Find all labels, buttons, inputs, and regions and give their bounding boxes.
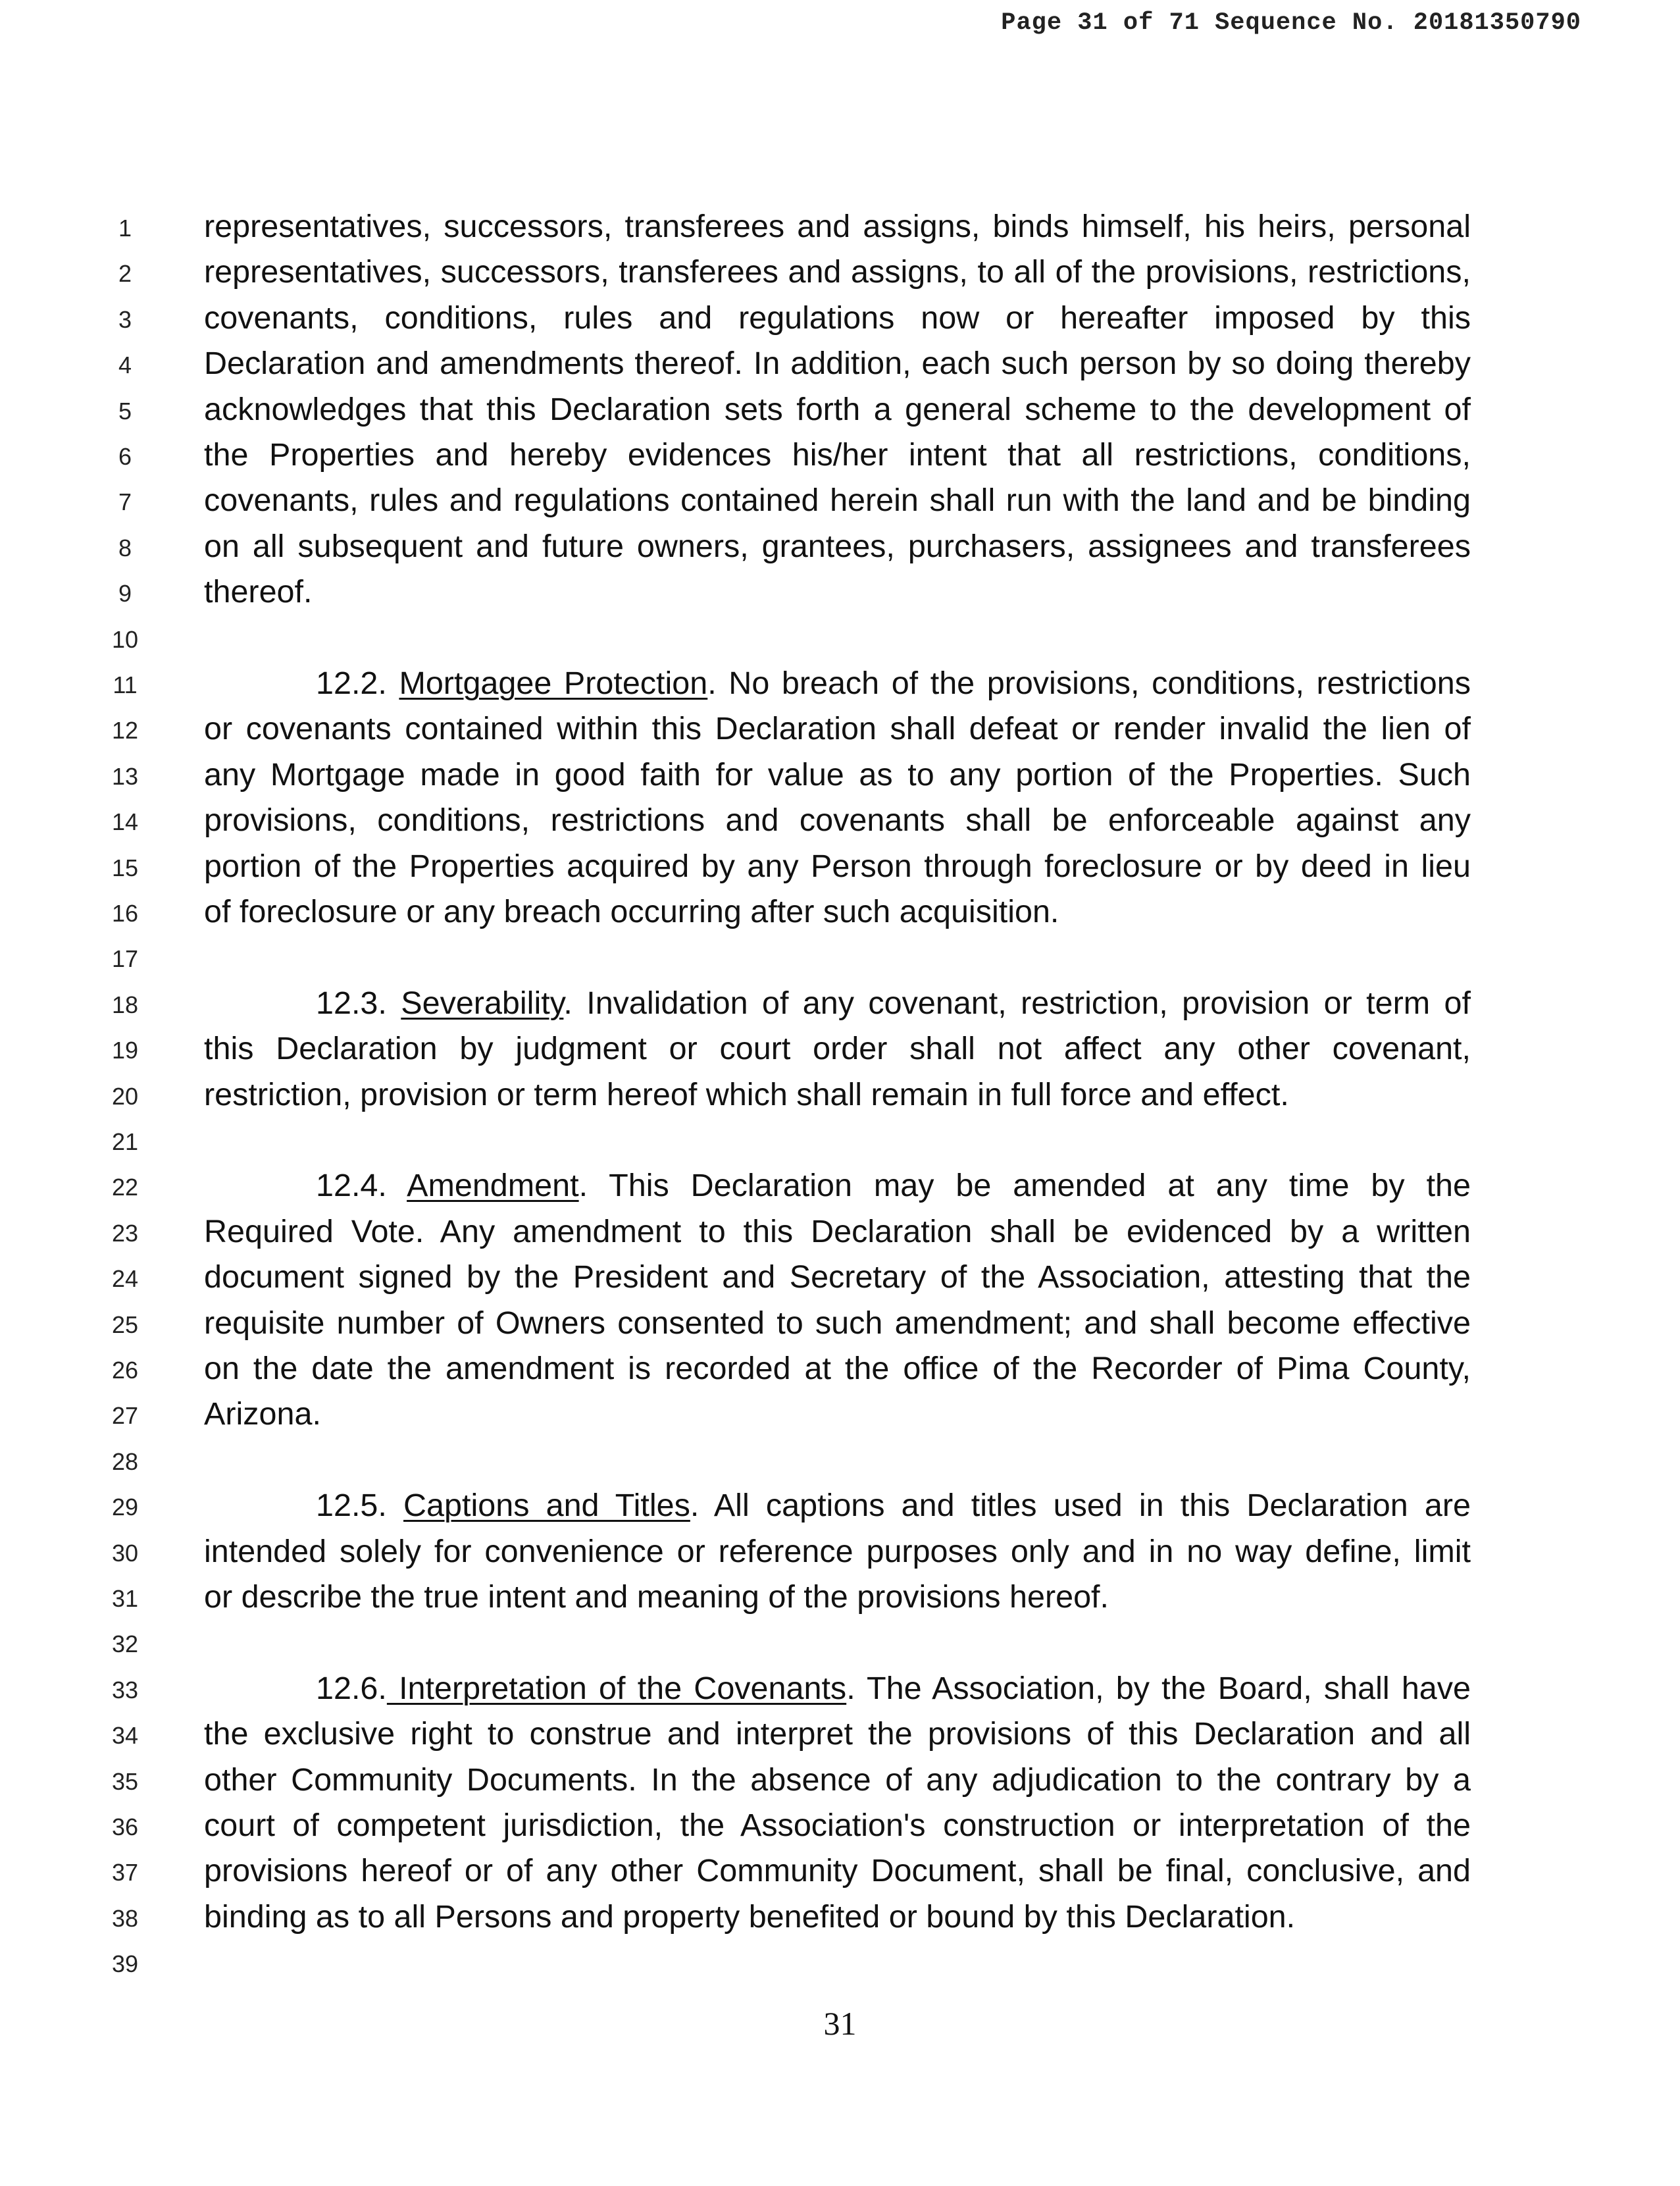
line-content: representatives, successors, transferees and assigns, binds himself, his heirs, personal	[204, 209, 1471, 244]
line-text	[204, 1394, 1471, 1434]
line-text	[204, 800, 1471, 840]
document-line	[0, 1393, 1680, 1438]
document-line	[0, 708, 1680, 752]
line-number: 20	[111, 1082, 139, 1110]
document-line	[0, 388, 1680, 433]
document-line	[0, 754, 1680, 798]
line-content: . All captions and titles used in this Declaration are	[690, 1488, 1471, 1524]
document-line	[0, 434, 1680, 479]
document-line	[0, 1850, 1680, 1894]
document-line	[0, 1074, 1680, 1118]
line-number: 27	[111, 1402, 139, 1430]
line-number: 28	[111, 1447, 139, 1475]
document-line	[0, 1302, 1680, 1347]
line-text	[204, 481, 1471, 520]
line-number: 15	[111, 854, 139, 881]
line-text	[204, 892, 1471, 931]
document-line	[0, 1256, 1680, 1301]
line-text	[204, 709, 1471, 748]
document-line	[0, 799, 1680, 844]
line-content: . Invalidation of any covenant, restriction, provision or term of	[563, 985, 1471, 1021]
line-text	[204, 1714, 1471, 1754]
document-line	[0, 1621, 1680, 1666]
line-text	[204, 1806, 1471, 1845]
line-content: this Declaration by judgment or court order shall not affect any other covenant,	[204, 1031, 1471, 1067]
line-number: 21	[111, 1128, 139, 1155]
line-content: document signed by the President and Secretary of the Association, attesting that the	[204, 1259, 1471, 1295]
line-content: requisite number of Owners consented to such amendment; and shall become effective	[204, 1305, 1471, 1341]
section-title: Amendment	[407, 1168, 579, 1204]
line-text	[204, 207, 1471, 246]
line-text	[204, 1303, 1471, 1343]
line-text	[204, 1851, 1471, 1890]
line-number: 29	[111, 1494, 139, 1521]
document-line	[0, 1439, 1680, 1484]
document-line	[0, 1759, 1680, 1804]
line-content: or covenants contained within this Declaration shall defeat or render invalid the lien of	[204, 711, 1471, 747]
line-number: 1	[118, 215, 132, 242]
page-number-footer: 31	[823, 2005, 857, 2042]
line-number: 32	[111, 1630, 139, 1658]
line-text	[204, 572, 1471, 612]
document-line	[0, 571, 1680, 615]
line-content: portion of the Properties acquired by any Person through foreclosure or by deed in lieu	[204, 848, 1471, 884]
document-line	[0, 297, 1680, 342]
line-text	[204, 1897, 1471, 1937]
line-text	[204, 1760, 1471, 1800]
line-number: 38	[111, 1904, 139, 1932]
line-number: 23	[111, 1219, 139, 1247]
document-line	[0, 205, 1680, 250]
document-line	[0, 1941, 1680, 1986]
line-content: of foreclosure or any breach occurring after such acquisition.	[204, 894, 1059, 929]
line-text	[204, 435, 1471, 475]
line-content: Declaration and amendments thereof. In addition, each such person by so doing thereby	[204, 346, 1471, 382]
line-content: court of competent jurisdiction, the Association's construction or interpretation of the	[204, 1808, 1471, 1843]
line-number: 25	[111, 1311, 139, 1338]
line-number: 2	[118, 260, 132, 288]
line-content: provisions, conditions, restrictions and covenants shall be enforceable against any	[204, 802, 1471, 839]
section-heading-line	[316, 1486, 1471, 1525]
document-line	[0, 1713, 1680, 1757]
line-number: 33	[111, 1676, 139, 1704]
section-number: 12.3.	[316, 985, 401, 1021]
line-text	[204, 344, 1471, 383]
line-number: 13	[111, 762, 139, 790]
document-line	[0, 1347, 1680, 1392]
document-line	[0, 251, 1680, 296]
line-number: 24	[111, 1265, 139, 1293]
document-line	[0, 479, 1680, 524]
section-heading-line	[316, 1669, 1471, 1708]
line-number: 22	[111, 1174, 139, 1201]
line-number: 7	[118, 488, 132, 516]
line-content: Required Vote. Any amendment to this Declaration shall be evidenced by a written	[204, 1213, 1471, 1249]
line-number: 6	[118, 443, 132, 470]
line-number: 9	[118, 580, 132, 608]
section-heading-line	[316, 1166, 1471, 1205]
document-line	[0, 1530, 1680, 1575]
line-text	[204, 755, 1471, 794]
section-title: Captions and Titles	[403, 1488, 690, 1524]
document-line	[0, 1484, 1680, 1529]
section-heading-line	[316, 983, 1471, 1023]
line-text	[204, 1075, 1471, 1114]
line-content: the Properties and hereby evidences his/her intent that all restrictions, conditions,	[204, 437, 1471, 473]
section-title: Mortgagee Protection	[399, 665, 708, 701]
document-line	[0, 1667, 1680, 1712]
line-content: binding as to all Persons and property benefited or bound by this Declaration.	[204, 1898, 1296, 1935]
page-header-sequence: Page 31 of 71 Sequence No. 20181350790	[1001, 9, 1581, 37]
line-number: 34	[111, 1722, 139, 1750]
line-text	[204, 252, 1471, 292]
document-line	[0, 936, 1680, 981]
section-heading-line	[316, 664, 1471, 703]
line-number: 11	[113, 671, 138, 698]
line-content: . No breach of the provisions, conditions, restrictions	[707, 665, 1471, 701]
line-text	[204, 1349, 1471, 1388]
line-text	[204, 390, 1471, 429]
line-number: 5	[118, 397, 132, 425]
line-number: 30	[111, 1539, 139, 1567]
line-content: . This Declaration may be amended at any time by the	[578, 1168, 1471, 1204]
document-line	[0, 845, 1680, 890]
section-number: 12.5.	[316, 1488, 404, 1524]
document-line	[0, 1804, 1680, 1849]
line-content: other Community Documents. In the absence of any adjudication to the contrary by a	[204, 1761, 1471, 1798]
line-number: 35	[111, 1767, 139, 1795]
line-number: 12	[111, 717, 139, 744]
line-text	[204, 846, 1471, 886]
document-line	[0, 1119, 1680, 1164]
document-line	[0, 662, 1680, 707]
line-number: 4	[118, 351, 132, 379]
line-content: any Mortgage made in good faith for value as to any portion of the Properties. Such	[204, 756, 1471, 793]
section-title: Interpretation of the Covenants	[386, 1670, 847, 1706]
line-content: representatives, successors, transferees and assigns, to all of the provisions, restrictions,	[204, 254, 1471, 290]
line-text	[204, 298, 1471, 338]
document-line	[0, 1210, 1680, 1255]
line-number: 19	[111, 1037, 139, 1064]
line-content: provisions hereof or of any other Community Document, shall be final, conclusive, and	[204, 1853, 1471, 1889]
line-number: 17	[111, 945, 139, 973]
line-number: 36	[111, 1813, 139, 1840]
line-text	[204, 1532, 1471, 1571]
document-line	[0, 342, 1680, 387]
line-number: 3	[118, 305, 132, 333]
line-content: on the date the amendment is recorded at the office of the Recorder of Pima County,	[204, 1351, 1471, 1386]
line-text	[204, 1577, 1471, 1617]
document-line	[0, 1164, 1680, 1209]
line-content: restriction, provision or term hereof which shall remain in full force and effect.	[204, 1076, 1289, 1112]
line-text	[204, 1257, 1471, 1297]
line-content: or describe the true intent and meaning of the provisions hereof.	[204, 1579, 1109, 1615]
line-content: thereof.	[204, 574, 313, 610]
line-number: 18	[111, 991, 139, 1018]
document-line	[0, 982, 1680, 1027]
section-number: 12.2.	[316, 665, 399, 701]
line-number: 31	[111, 1585, 139, 1612]
line-content: Arizona.	[204, 1396, 321, 1432]
section-number: 12.4.	[316, 1168, 407, 1204]
line-text	[204, 527, 1471, 566]
document-line	[0, 525, 1680, 570]
line-number: 8	[118, 534, 132, 561]
line-content: covenants, conditions, rules and regulations now or hereafter imposed by this	[204, 299, 1471, 336]
line-text	[204, 1212, 1471, 1251]
line-number: 39	[111, 1950, 139, 1978]
document-line	[0, 1028, 1680, 1072]
line-number: 10	[111, 625, 139, 653]
line-number: 16	[111, 900, 139, 927]
line-text	[204, 1029, 1471, 1068]
line-number: 37	[111, 1859, 139, 1887]
document-line	[0, 1896, 1680, 1940]
section-number: 12.6.	[316, 1670, 387, 1706]
line-content: acknowledges that this Declaration sets forth a general scheme to the development of	[204, 391, 1471, 427]
line-content: on all subsequent and future owners, grantees, purchasers, assignees and transferees	[204, 528, 1471, 564]
document-line	[0, 617, 1680, 662]
line-number: 14	[111, 808, 139, 836]
line-content: covenants, rules and regulations contained herein shall run with the land and be binding	[204, 482, 1471, 519]
line-number: 26	[111, 1357, 139, 1384]
document-line	[0, 1576, 1680, 1621]
line-content: . The Association, by the Board, shall have	[846, 1670, 1471, 1706]
line-content: intended solely for convenience or reference purposes only and in no way define, limit	[204, 1533, 1471, 1569]
line-content: the exclusive right to construe and interpret the provisions of this Declaration and all	[204, 1716, 1471, 1752]
section-title: Severability	[401, 985, 564, 1021]
document-line	[0, 891, 1680, 935]
